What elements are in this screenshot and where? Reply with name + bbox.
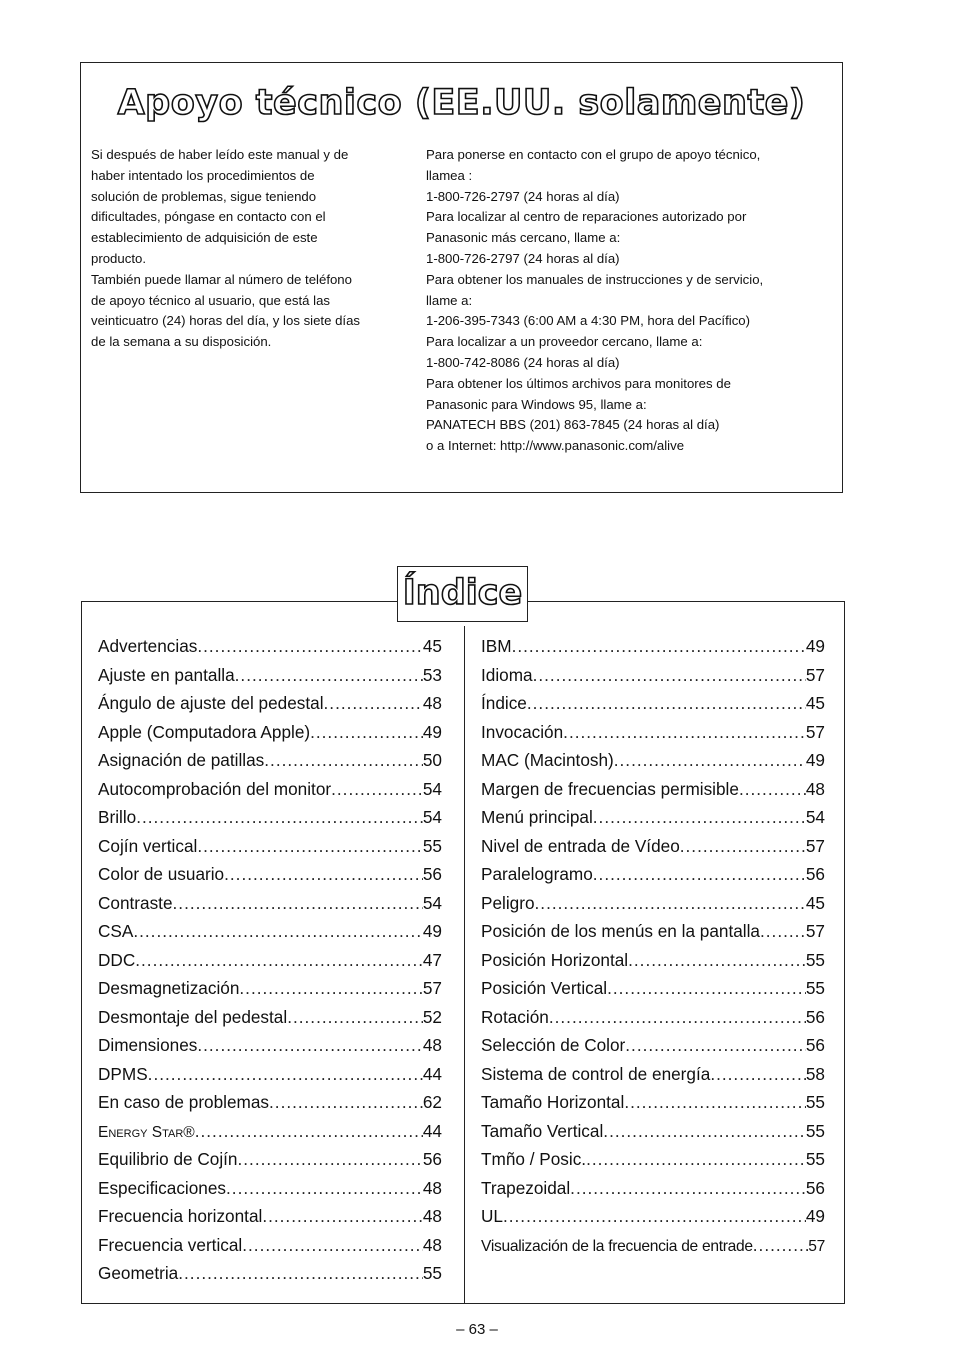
index-entry-label: Índice bbox=[481, 693, 527, 713]
index-entry bbox=[98, 921, 442, 950]
index-entry bbox=[481, 779, 825, 808]
index-dot-leader bbox=[753, 1235, 808, 1256]
index-entry bbox=[481, 893, 825, 922]
index-left-column bbox=[98, 636, 442, 1292]
index-dot-leader bbox=[287, 1007, 423, 1028]
index-entry bbox=[481, 750, 825, 779]
index-entry-label: Dimensiones bbox=[98, 1035, 198, 1055]
index-entry-page: 57 bbox=[805, 664, 825, 685]
support-text-line: o a Internet: http://www.panasonic.com/alive bbox=[426, 438, 685, 454]
support-text-line: 1-800-742-8086 (24 horas al día) bbox=[426, 354, 620, 370]
index-dot-leader bbox=[628, 950, 806, 971]
index-entry-label: Rotación bbox=[481, 1006, 549, 1027]
support-text-line: haber intentado los procedimientos de bbox=[91, 167, 315, 183]
index-entry-page: 48 bbox=[422, 693, 442, 713]
index-entry bbox=[98, 1149, 442, 1178]
index-entry-label: Desmagnetización bbox=[98, 978, 240, 998]
index-entry-page: 50 bbox=[422, 750, 442, 770]
index-entry-page: 54 bbox=[805, 807, 825, 827]
index-dot-leader bbox=[195, 1121, 423, 1142]
index-entry-label: Tamaño Horizontal bbox=[481, 1092, 625, 1112]
index-entry-page: 45 bbox=[805, 693, 825, 713]
index-dot-leader bbox=[614, 750, 806, 771]
index-entry-page: 55 bbox=[805, 1092, 825, 1112]
index-entry-page: 56 bbox=[422, 864, 442, 884]
index-entry-page: 49 bbox=[805, 1206, 825, 1226]
index-dot-leader bbox=[535, 893, 806, 914]
support-text-line: Panasonic para Windows 95, llame a: bbox=[426, 396, 647, 412]
index-entry-page: 56 bbox=[805, 1177, 825, 1198]
index-entry-label: Menú principal bbox=[481, 807, 593, 827]
index-dot-leader bbox=[593, 864, 806, 885]
index-entry bbox=[98, 1206, 442, 1235]
index-dot-leader bbox=[148, 1064, 423, 1085]
index-entry bbox=[481, 1064, 825, 1093]
index-entry-page: 45 bbox=[805, 892, 825, 913]
index-entry-page: 57 bbox=[805, 921, 825, 941]
index-dot-leader bbox=[593, 807, 806, 828]
index-entry-label: Ángulo de ajuste del pedestal bbox=[98, 693, 324, 713]
index-entry-label: Tamaño Vertical bbox=[481, 1120, 604, 1141]
support-text-line: Para obtener los manuales de instrucciones y de servicio, bbox=[426, 271, 764, 287]
index-entry bbox=[98, 722, 442, 751]
index-entry bbox=[481, 1121, 825, 1150]
index-entry bbox=[481, 864, 825, 893]
support-text-line: llame a: bbox=[426, 292, 473, 308]
index-dot-leader bbox=[224, 864, 423, 885]
index-entry bbox=[481, 1235, 825, 1264]
index-entry bbox=[98, 1064, 442, 1093]
index-entry-label: Frecuencia vertical bbox=[98, 1234, 243, 1255]
index-entry bbox=[481, 978, 825, 1007]
index-entry-label: Frecuencia horizontal bbox=[98, 1206, 263, 1226]
index-entry-label: Idioma bbox=[481, 664, 533, 685]
index-entry-page: 44 bbox=[422, 1120, 442, 1141]
index-dot-leader bbox=[549, 1007, 806, 1028]
index-dot-leader bbox=[324, 693, 423, 714]
index-right-column bbox=[481, 636, 825, 1263]
index-dot-leader bbox=[710, 1064, 806, 1085]
support-left-column bbox=[91, 145, 411, 353]
index-entry bbox=[98, 864, 442, 893]
index-title-box bbox=[397, 566, 528, 622]
support-text-line: veinticuatro (24) horas del día, y los siete días bbox=[91, 313, 361, 329]
index-entry-label: UL bbox=[481, 1206, 503, 1226]
index-entry bbox=[98, 1007, 442, 1036]
technical-support-box bbox=[80, 62, 843, 493]
index-entry-page: 48 bbox=[422, 1035, 442, 1055]
index-dot-leader bbox=[242, 1235, 423, 1256]
support-text-line: Si después de haber leído este manual y de bbox=[91, 147, 349, 162]
support-text-line: Panasonic más cercano, llame a: bbox=[426, 230, 621, 246]
index-dot-leader bbox=[503, 1206, 806, 1227]
index-dot-leader bbox=[197, 636, 423, 657]
index-entry-label: Especificaciones bbox=[98, 1177, 227, 1198]
index-entry-label: IBM bbox=[481, 636, 512, 656]
index-entry-label: Color de usuario bbox=[98, 864, 225, 884]
index-entry-page: 56 bbox=[422, 1149, 442, 1169]
index-entry bbox=[98, 950, 442, 979]
index-entry-page: 58 bbox=[805, 1063, 825, 1084]
index-entry-page: 49 bbox=[422, 721, 442, 742]
index-entry bbox=[98, 836, 442, 865]
index-entry-label: CSA bbox=[98, 921, 134, 941]
index-dot-leader bbox=[197, 836, 423, 857]
index-entry bbox=[481, 1092, 825, 1121]
index-entry bbox=[481, 1149, 825, 1178]
index-entry bbox=[481, 836, 825, 865]
index-entry-label: Brillo bbox=[98, 807, 137, 827]
index-entry bbox=[98, 1235, 442, 1264]
index-entry bbox=[98, 665, 442, 694]
index-dot-leader bbox=[603, 1121, 806, 1142]
index-dot-leader bbox=[136, 807, 423, 828]
support-text-line: llamea : bbox=[426, 167, 473, 183]
index-entry-page: 56 bbox=[805, 1006, 825, 1027]
index-entry bbox=[481, 1206, 825, 1235]
index-entry-page: 56 bbox=[805, 1035, 825, 1055]
index-dot-leader bbox=[625, 1035, 806, 1056]
index-entry-page: 54 bbox=[422, 892, 442, 913]
index-entry-page: 48 bbox=[805, 778, 825, 799]
index-entry-label: Peligro bbox=[481, 892, 535, 913]
support-text-line: dificultades, póngase en contacto con el bbox=[91, 209, 326, 225]
index-entry-label: Margen de frecuencias permisible bbox=[481, 778, 739, 799]
index-dot-leader bbox=[607, 978, 806, 999]
index-entry-page: 49 bbox=[805, 750, 825, 770]
index-dot-leader bbox=[178, 1263, 423, 1284]
index-dot-leader bbox=[133, 921, 423, 942]
index-entry-label: Geometria bbox=[98, 1263, 179, 1283]
index-entry bbox=[98, 1263, 442, 1292]
index-title: Índice bbox=[402, 573, 523, 613]
index-entry-page: 57 bbox=[808, 1237, 825, 1255]
index-entry-label: Cojín vertical bbox=[98, 835, 198, 856]
index-entry-label: Tmño / Posic. bbox=[481, 1149, 587, 1169]
index-entry bbox=[98, 750, 442, 779]
index-dot-leader bbox=[680, 836, 806, 857]
index-entry bbox=[98, 779, 442, 808]
index-entry-page: 44 bbox=[422, 1063, 442, 1084]
index-entry-label: Invocación bbox=[481, 721, 564, 742]
index-dot-leader bbox=[262, 1206, 423, 1227]
index-entry-page: 55 bbox=[422, 1263, 442, 1283]
support-text-line: 1-800-726-2797 (24 horas al día) bbox=[426, 188, 620, 204]
support-text-line: establecimiento de adquisición de este bbox=[91, 230, 318, 246]
index-entry bbox=[98, 1092, 442, 1121]
index-entry-page: 45 bbox=[422, 636, 442, 656]
index-entry bbox=[98, 693, 442, 722]
support-text-line: de apoyo técnico al usuario, que está las bbox=[91, 292, 330, 308]
index-entry-page: 54 bbox=[422, 778, 442, 799]
index-entry-page: 49 bbox=[805, 636, 825, 656]
index-entry-label: En caso de problemas bbox=[98, 1092, 270, 1112]
index-entry bbox=[98, 1121, 442, 1150]
index-entry-page: 48 bbox=[422, 1206, 442, 1226]
index-entry bbox=[481, 807, 825, 836]
support-title: Apoyo técnico (EE.UU. solamente) bbox=[117, 83, 806, 123]
index-dot-leader bbox=[563, 722, 806, 743]
index-entry bbox=[481, 636, 825, 665]
index-dot-leader bbox=[269, 1092, 423, 1113]
index-dot-leader bbox=[624, 1092, 806, 1113]
index-dot-leader bbox=[739, 779, 806, 800]
index-entry-label: Desmontaje del pedestal bbox=[98, 1006, 288, 1027]
index-entry-label: DDC bbox=[98, 949, 136, 970]
index-entry-label: Autocomprobación del monitor bbox=[98, 778, 332, 799]
index-dot-leader bbox=[533, 665, 806, 686]
index-entry-label: Contraste bbox=[98, 892, 173, 913]
index-entry-label: Equilibrio de Cojín bbox=[98, 1149, 238, 1169]
index-entry-page: 55 bbox=[805, 1120, 825, 1141]
index-entry-page: 52 bbox=[422, 1006, 442, 1027]
index-dot-leader bbox=[135, 950, 423, 971]
index-entry bbox=[481, 950, 825, 979]
index-entry-page: 55 bbox=[805, 949, 825, 970]
index-entry bbox=[98, 1178, 442, 1207]
index-entry-label: Energy Star® bbox=[98, 1123, 195, 1141]
index-dot-leader bbox=[760, 921, 806, 942]
index-entry-page: 57 bbox=[805, 835, 825, 856]
index-entry-label: Trapezoidal bbox=[481, 1177, 571, 1198]
index-entry-label: Apple (Computadora Apple) bbox=[98, 721, 311, 742]
index-dot-leader bbox=[197, 1035, 423, 1056]
index-entry bbox=[481, 665, 825, 694]
index-entry-label: Advertencias bbox=[98, 636, 198, 656]
index-entry bbox=[98, 807, 442, 836]
index-dot-leader bbox=[235, 665, 423, 686]
index-entry-label: Posición Horizontal bbox=[481, 949, 629, 970]
index-entry-label: Posición Vertical bbox=[481, 978, 608, 998]
index-dot-leader bbox=[239, 978, 422, 999]
index-entry bbox=[98, 636, 442, 665]
index-entry bbox=[98, 893, 442, 922]
index-entry-page: 57 bbox=[422, 978, 442, 998]
index-entry bbox=[481, 921, 825, 950]
index-entry-page: 48 bbox=[422, 1177, 442, 1198]
support-text-line: de la semana a su disposición. bbox=[91, 334, 272, 350]
support-text-line: PANATECH BBS (201) 863-7845 (24 horas al día) bbox=[426, 417, 720, 433]
support-text-line: También puede llamar al número de teléfono bbox=[91, 271, 352, 287]
support-text-line: 1-800-726-2797 (24 horas al día) bbox=[426, 250, 620, 266]
index-entry-page: 55 bbox=[422, 835, 442, 856]
index-dot-leader bbox=[238, 1149, 423, 1170]
index-entry bbox=[481, 1007, 825, 1036]
support-text-line: producto. bbox=[91, 250, 146, 266]
index-entry-label: Asignación de patillas bbox=[98, 750, 265, 770]
support-text-line: Para localizar al centro de reparaciones autorizado por bbox=[426, 209, 747, 225]
index-entry-page: 55 bbox=[805, 978, 825, 998]
index-dot-leader bbox=[173, 893, 423, 914]
index-entry bbox=[98, 1035, 442, 1064]
index-entry-page: 49 bbox=[422, 921, 442, 941]
index-entry-label: Selección de Color bbox=[481, 1035, 626, 1055]
index-entry bbox=[481, 693, 825, 722]
support-text-line: Para obtener los últimos archivos para monitores de bbox=[426, 375, 731, 391]
index-entry-page: 48 bbox=[422, 1234, 442, 1255]
index-entry-label: Sistema de control de energía bbox=[481, 1063, 711, 1084]
support-text-line: 1-206-395-7343 (6:00 AM a 4:30 PM, hora del Pacífico) bbox=[426, 313, 751, 329]
index-entry-page: 47 bbox=[422, 949, 442, 970]
page-number: – 63 – bbox=[456, 1321, 498, 1338]
index-entry bbox=[481, 722, 825, 751]
index-entry-page: 56 bbox=[805, 864, 825, 884]
support-text-line: solución de problemas, sigue teniendo bbox=[91, 188, 317, 204]
index-entry-label: DPMS bbox=[98, 1063, 148, 1084]
index-dot-leader bbox=[331, 779, 423, 800]
index-dot-leader bbox=[264, 750, 423, 771]
index-entry-page: 55 bbox=[805, 1149, 825, 1169]
index-entry-label: Posición de los menús en la pantalla bbox=[481, 921, 760, 941]
support-text-line: Para localizar a un proveedor cercano, llame a: bbox=[426, 334, 703, 350]
index-entry bbox=[98, 978, 442, 1007]
index-entry bbox=[481, 1178, 825, 1207]
index-entry-label: MAC (Macintosh) bbox=[481, 750, 614, 770]
index-entry-page: 53 bbox=[422, 664, 442, 685]
index-entry-page: 57 bbox=[805, 721, 825, 742]
index-entry bbox=[481, 1035, 825, 1064]
index-entry-page: 54 bbox=[422, 807, 442, 827]
index-entry-label: Nivel de entrada de Vídeo bbox=[481, 835, 680, 856]
index-dot-leader bbox=[586, 1149, 806, 1170]
index-entry-label: Ajuste en pantalla bbox=[98, 664, 235, 685]
index-column-divider bbox=[464, 626, 465, 1304]
support-right-column bbox=[426, 145, 831, 457]
support-text-line: Para ponerse en contacto con el grupo de apoyo técnico, bbox=[426, 147, 761, 162]
index-dot-leader bbox=[512, 636, 806, 657]
index-entry-label: Visualización de la frecuencia de entrade bbox=[481, 1237, 753, 1255]
index-dot-leader bbox=[226, 1178, 423, 1199]
index-entry-page: 62 bbox=[422, 1092, 442, 1112]
index-dot-leader bbox=[527, 693, 806, 714]
index-dot-leader bbox=[570, 1178, 806, 1199]
index-entry-label: Paralelogramo bbox=[481, 864, 593, 884]
index-dot-leader bbox=[310, 722, 423, 743]
